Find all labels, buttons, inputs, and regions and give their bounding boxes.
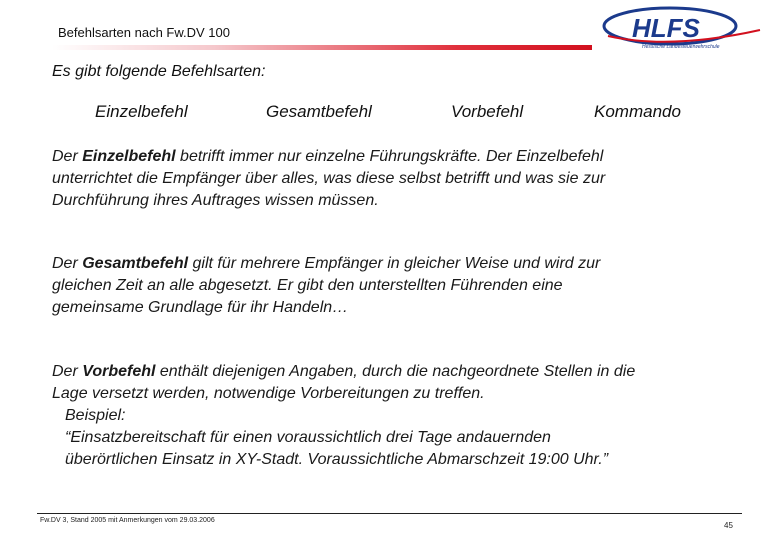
vor-example-line-1: “Einsatzbereitschaft für einen voraussichtlich drei Tage andauernden xyxy=(65,429,551,446)
vor-example-line-2: überörtlichen Einsatz in XY-Stadt. Voraussichtliche Abmarschzeit 19:00 Uhr.” xyxy=(65,451,609,468)
paragraph-einzelbefehl xyxy=(52,146,742,212)
type-vorbefehl: Vorbefehl xyxy=(451,102,524,121)
term-gesamtbefehl: Gesamtbefehl xyxy=(82,255,189,272)
paragraph-gesamtbefehl xyxy=(52,253,742,319)
footer-source: Fw.DV 3, Stand 2005 mit Anmerkungen vom 29.03.2006 xyxy=(40,517,215,524)
vor-example-label: Beispiel: xyxy=(65,407,126,424)
vor-line-2: Lage versetzt werden, notwendige Vorbereitungen zu treffen. xyxy=(52,385,485,402)
vor-line-1: Der Vorbefehl enthält diejenigen Angaben, durch die nachgeordnete Stellen in die xyxy=(52,363,636,380)
gesamt-line-1: Der Gesamtbefehl gilt für mehrere Empfänger in gleicher Weise und wird zur xyxy=(52,255,601,272)
page-number: 45 xyxy=(724,521,733,530)
term-vorbefehl: Vorbefehl xyxy=(82,363,156,380)
einzel-line-3: Durchführung ihres Auftrages wissen müssen. xyxy=(52,192,379,209)
type-kommando: Kommando xyxy=(594,102,681,121)
type-einzelbefehl: Einzelbefehl xyxy=(95,102,188,121)
einzel-line-2: unterrichtet die Empfänger über alles, was diese selbst betrifft und was sie zur xyxy=(52,170,606,187)
type-gesamtbefehl: Gesamtbefehl xyxy=(266,102,372,121)
paragraph-vorbefehl xyxy=(52,361,742,471)
hlfs-logo xyxy=(600,6,768,50)
header-accent-bar xyxy=(52,45,592,50)
header-title: Befehlsarten nach Fw.DV 100 xyxy=(58,25,230,40)
gesamt-line-2: gleichen Zeit an alle abgesetzt. Er gibt den unterstellten Führenden eine xyxy=(52,277,563,294)
term-einzelbefehl: Einzelbefehl xyxy=(82,148,176,165)
command-types-row xyxy=(0,102,780,124)
logo-text: HLFS xyxy=(632,13,700,43)
einzel-line-1: Der Einzelbefehl betrifft immer nur einzelne Führungskräfte. Der Einzelbefehl xyxy=(52,148,604,165)
gesamt-line-3: gemeinsame Grundlage für ihr Handeln… xyxy=(52,299,349,316)
footer-divider xyxy=(37,513,742,514)
logo-subtitle: Hessische Landesfeuerwehrschule xyxy=(642,44,720,50)
intro-text: Es gibt folgende Befehlsarten: xyxy=(52,63,266,80)
